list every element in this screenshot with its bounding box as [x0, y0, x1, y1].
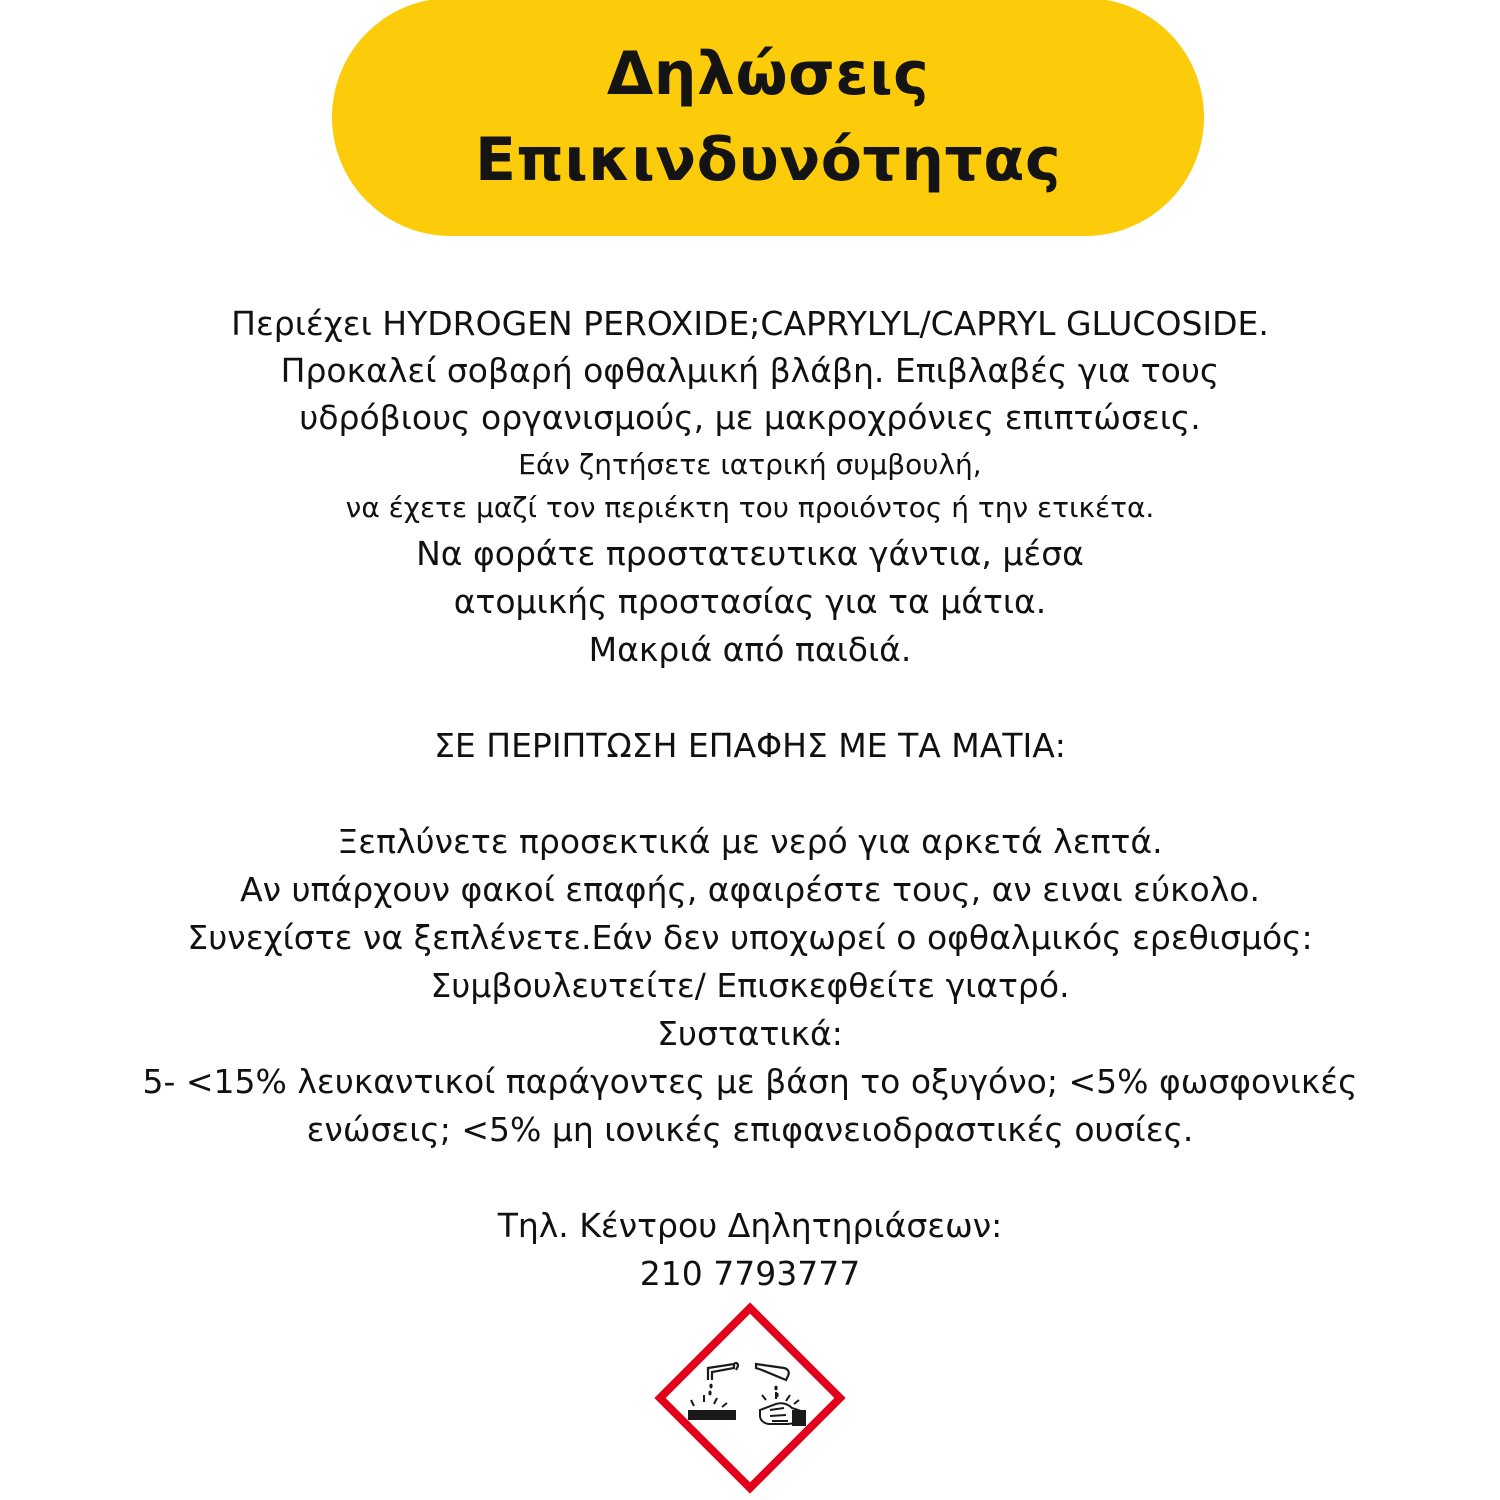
ghs05-corrosion-icon	[652, 1300, 848, 1496]
medical-advice-text-1: Εάν ζητήσετε ιατρική συμβουλή,	[518, 448, 982, 481]
ingredients-text-1: 5- <15% λευκαντικοί παράγοντες με βάση το οξυγόνο; <5% φωσφονικές	[142, 1062, 1358, 1101]
eye-contact-text-4: Συμβουλευτείτε/ Επισκεφθείτε γιατρό.	[430, 966, 1070, 1005]
contains-text: Περιέχει HYDROGEN PEROXIDE;CAPRYLYL/CAPRYL GLUCOSIDE.	[231, 304, 1269, 343]
eye-contact-text-1: Ξεπλύνετε προσεκτικά με νερό για αρκετά λεπτά.	[337, 822, 1163, 861]
medical-advice-text-2: να έχετε μαζί τον περιέκτη του προιόντος ή την ετικέτα.	[345, 491, 1155, 524]
protection-text-1: Να φοράτε προστατευτικα γάντια, μέσα	[416, 534, 1084, 573]
title-line-2: Επικινδυνότητας	[474, 125, 1062, 195]
eye-contact-heading: ΣΕ ΠΕΡΙΠΤΩΣΗ ΕΠΑΦΗΣ ΜΕ ΤΑ ΜΑΤΙΑ:	[434, 726, 1066, 765]
eye-contact-text-3: Συνεχίστε να ξεπλένετε.Εάν δεν υποχωρεί ο οφθαλμικός ερεθισμός:	[187, 918, 1313, 957]
title-line-1: Δηλώσεις	[606, 39, 930, 109]
ingredients-text-2: ενώσεις; <5% μη ιονικές επιφανειοδραστικές ουσίες.	[306, 1110, 1194, 1149]
title-banner	[332, 0, 1204, 236]
eye-damage-text-1: Προκαλεί σοβαρή οφθαλμική βλάβη. Επιβλαβές για τους	[280, 351, 1220, 390]
eye-damage-text-2: υδρόβιους οργανισμούς, με μακροχρόνιες επιπτώσεις.	[299, 398, 1201, 437]
children-text: Μακριά από παιδιά.	[588, 630, 912, 669]
poison-center-phone: 210 7793777	[639, 1254, 861, 1293]
pictogram-diamond	[660, 1308, 840, 1488]
ingredients-heading: Συστατικά:	[657, 1014, 843, 1053]
eye-contact-text-2: Αν υπάρχουν φακοί επαφής, αφαιρέστε τους, αν ειναι εύκολο.	[240, 870, 1260, 909]
protection-text-2: ατομικής προστασίας για τα μάτια.	[453, 582, 1047, 621]
poison-center-label: Τηλ. Κέντρου Δηλητηριάσεων:	[497, 1206, 1003, 1245]
